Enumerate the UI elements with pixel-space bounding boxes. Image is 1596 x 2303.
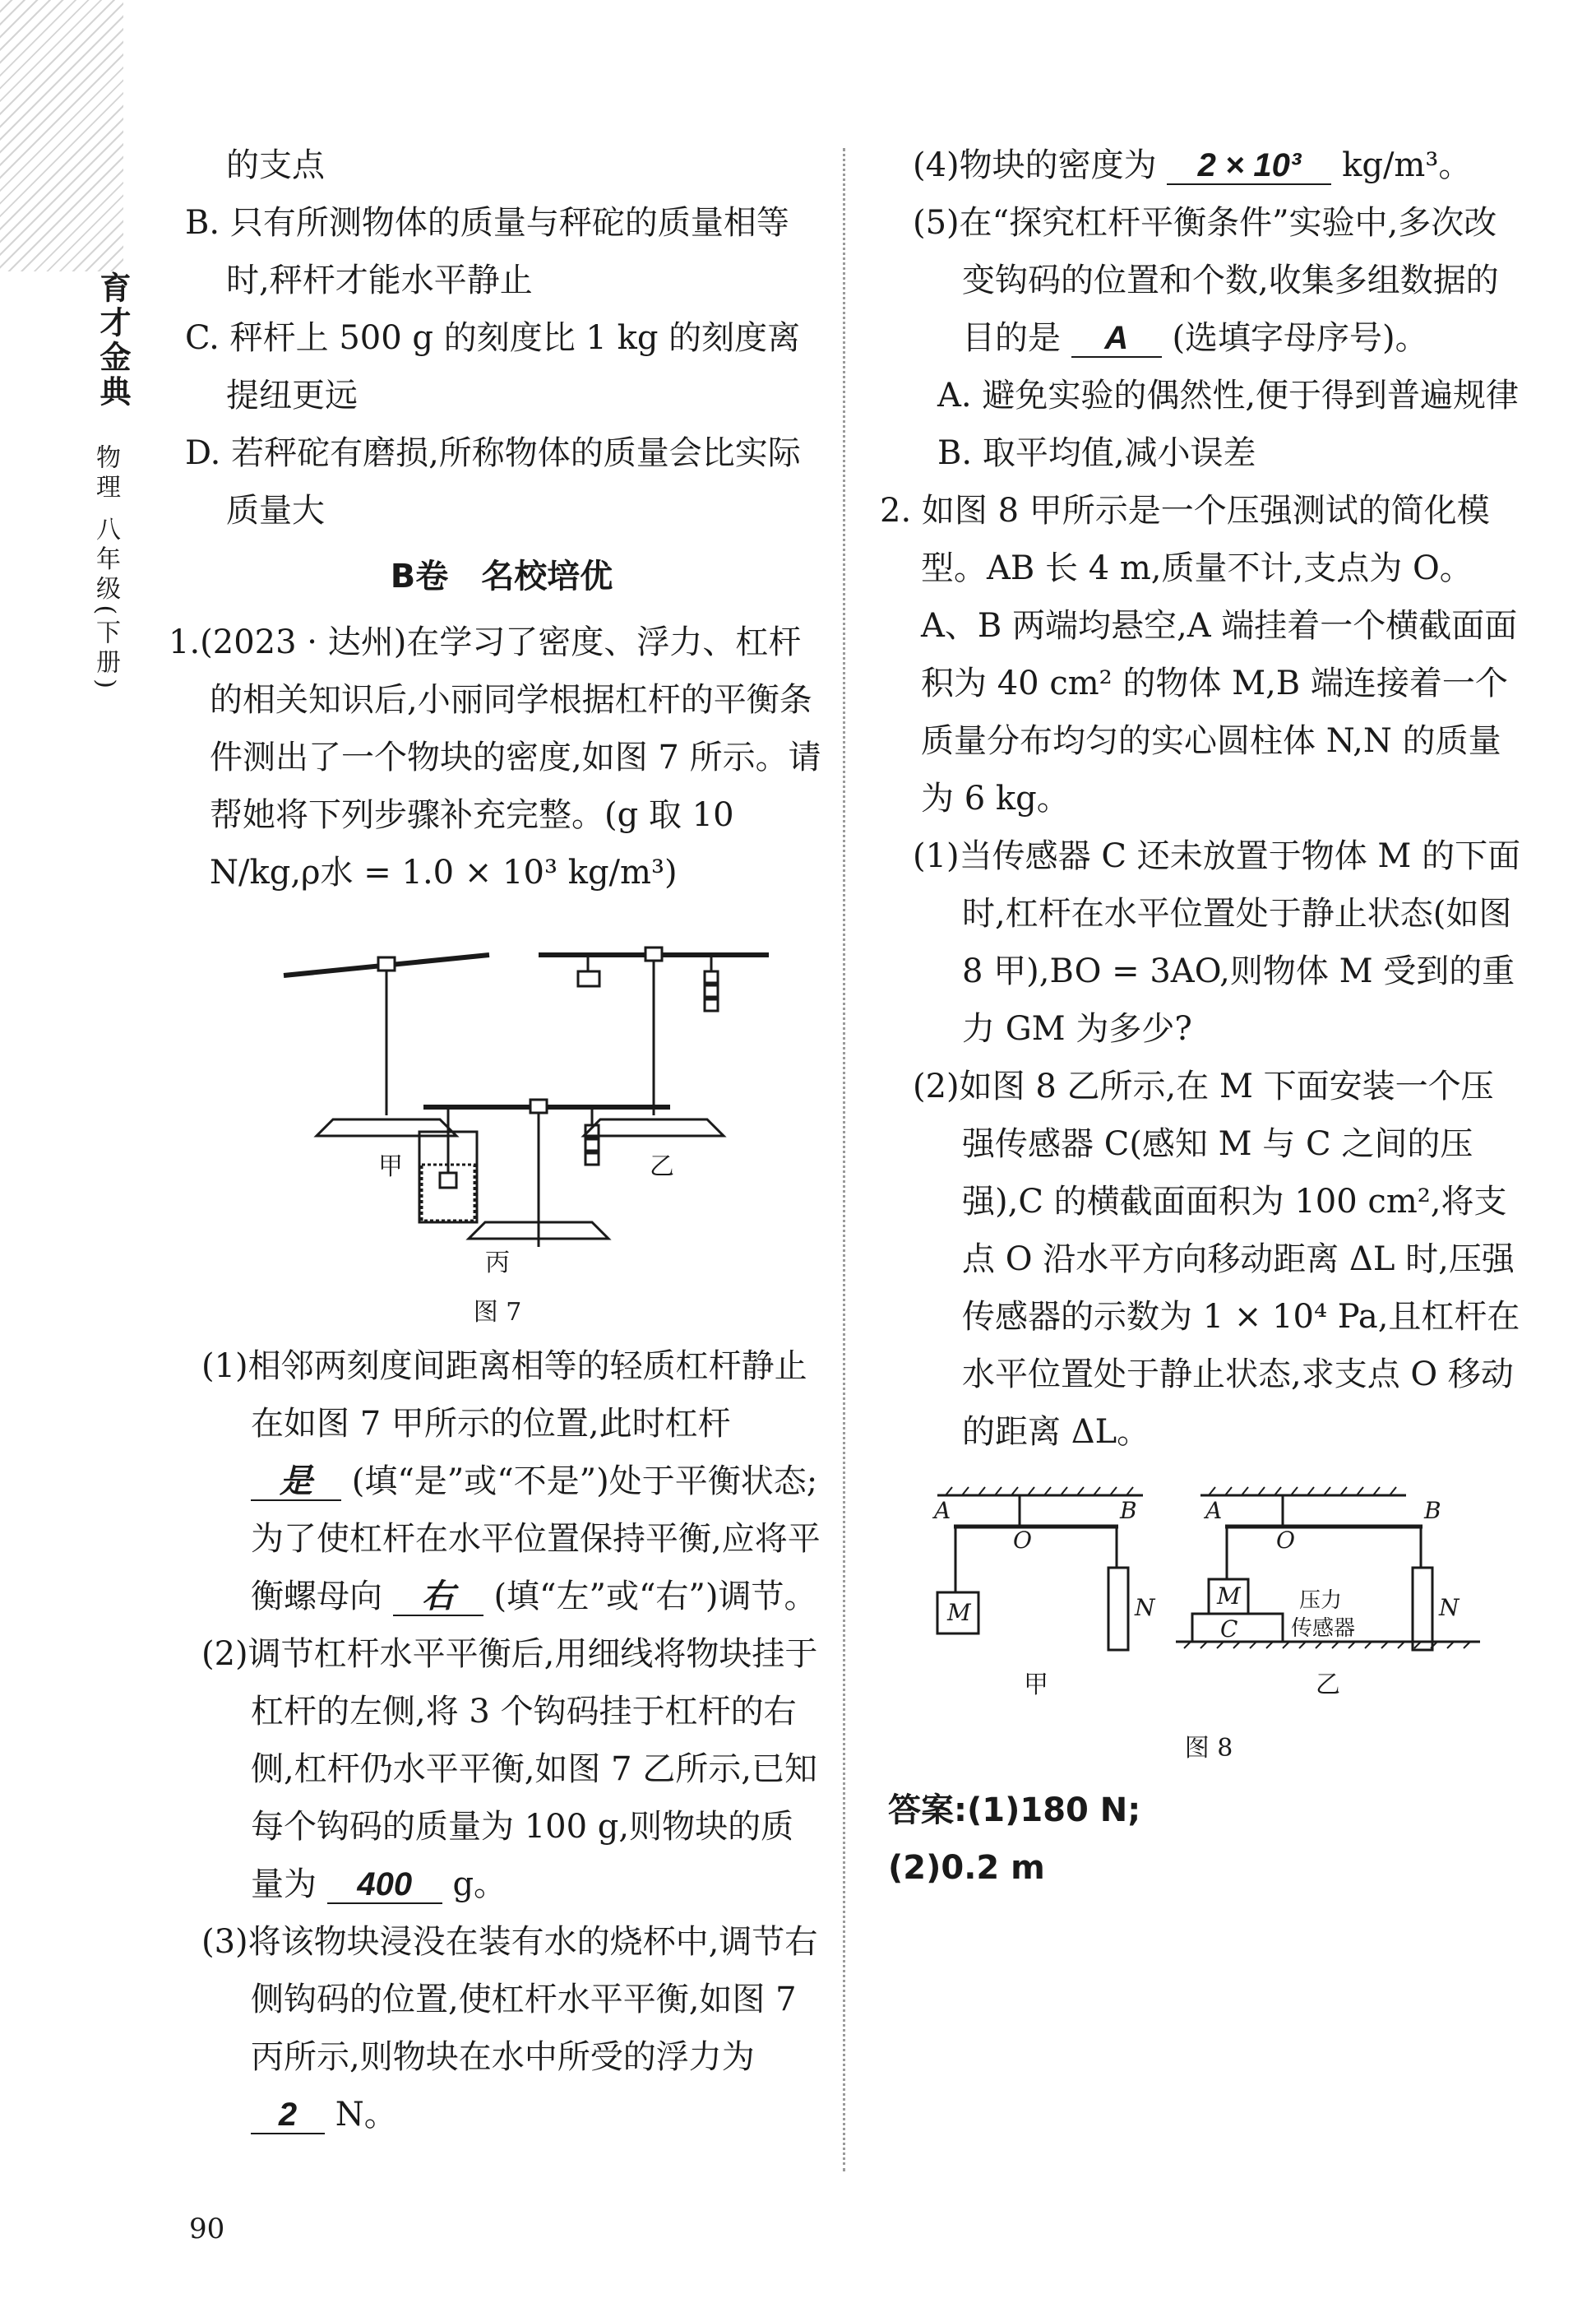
q1-sub1-text-pre: (1)相邻两刻度间距离相等的轻质杠杆静止在如图 7 甲所示的位置,此时杠杆 [201,1347,807,1443]
fig8b-pt-b: B [1424,1497,1441,1524]
q1-sub4-answer: 2 × 10³ [1167,147,1331,185]
right-column [880,137,1521,1897]
q1-sub3-text-pre: (3)将该物块浸没在装有水的烧杯中,调节右侧钩码的位置,使杠杆水平平衡,如图 7 丙所示,则物块在水中所受的浮力为 [201,1923,818,2076]
option-c: C. 秤杆上 500 g 的刻度比 1 kg 的刻度离提纽更远 [185,319,801,415]
q2-sub1: (1)当传感器 C 还未放置于物体 M 的下面时,杠杆在水平位置处于静止状态(如图 8 甲),BO = 3AO,则物体 M 受到的重力 GM 为多少? [913,837,1521,1048]
q1-sub2 [177,1625,826,1913]
q1-sub5-answer: A [1071,320,1162,358]
fig8b-pt-o: O [1276,1527,1295,1554]
subject-grade: 物理 八年级(下册) [91,444,120,693]
section-b-title: B卷 名校培优 [390,558,613,595]
figure-7 [210,910,826,1337]
fig8b-obj-n: N [1439,1594,1460,1621]
q2-answer-line-1: 答案:(1)180 N; [888,1791,1141,1829]
q1-sub2-text-pre: (2)调节杠杆水平平衡后,用细线将物块挂于杠杆的左侧,将 3 个钩码挂于杠杆的右侧,杠杆仍水平平衡,如图 7 乙所示,已知每个钩码的质量为 100 g,则物块的质量为 [201,1635,818,1903]
q2-sub2: (2)如图 8 乙所示,在 M 下面安装一个压强传感器 C(感知 M 与 C 之间的压强),C 的横截面面积为 100 cm²,将支点 O 沿水平方向移动距离 ΔL 时,压强传感器的示数为 1 × 10⁴ Pa,且杠杆在水平位置处于静止状态,求支点 O 移动的距离 ΔL。 [913,1068,1520,1451]
q1-sub1-text-post: (填“左”或“右”)调节。 [493,1578,817,1615]
fig7-label-b: 乙 [650,1152,674,1181]
q1-sub5-text-post: (选填字母序号)。 [1172,319,1428,357]
q1-sub3 [177,1913,826,2143]
figure-8-drawing [904,1477,1513,1724]
q1-sub1-answer-1: 是 [251,1463,341,1501]
fig8a-pt-o: O [1013,1527,1032,1554]
fig8-label-a: 甲 [1024,1670,1048,1699]
fig8a-pt-a: A [934,1497,951,1524]
fig8-caption: 图 8 [1184,1734,1233,1763]
column-divider [843,148,845,2171]
q1-sub4 [888,137,1521,194]
q1-sub3-text-post: N。 [335,2096,397,2134]
series-title: 育才金典 [95,271,132,410]
q1-sub5-option-a: A. 避免实验的偶然性,便于得到普遍规律 [937,377,1520,415]
margin-hatch [0,0,123,271]
fig8-label-b: 乙 [1316,1670,1340,1699]
q1-sub4-text-pre: (4)物块的密度为 [913,146,1157,184]
q1-sub5-option-b: B. 取平均值,减小误差 [937,434,1256,472]
fig7-label-c: 丙 [485,1249,510,1277]
figure-7-drawing [210,910,785,1255]
q1-sub1-text-mid: (填“是”或“不是”)处于平衡状态;为了使杠杆在水平位置保持平衡,应将平衡螺母向 [251,1462,821,1615]
q1-stem: 1.(2023 · 达州)在学习了密度、浮力、杠杆的相关知识后,小丽同学根据杠杆的平衡条件测出了一个物块的密度,如图 7 所示。请帮她将下列步骤补充完整。(g 取 10 N/kg,ρ水 = 1.0 × 10³ kg/m³) [169,623,821,892]
fig7-caption: 图 7 [473,1298,522,1327]
figure-8 [904,1477,1521,1773]
q1-sub4-text-post: kg/m³。 [1342,146,1472,184]
fig7-label-a: 甲 [378,1152,403,1181]
option-b: B. 只有所测物体的质量与秤砣的质量相等时,秤杆才能水平静止 [185,204,789,299]
fig8b-sensor-label-1: 压力 [1299,1588,1343,1613]
fig8a-obj-m: M [947,1599,971,1626]
q2-answer-line-2: (2)0.2 m [888,1849,1045,1887]
page-number: 90 [189,2213,225,2245]
fig8b-pt-a: A [1205,1497,1223,1524]
q1-sub2-answer: 400 [327,1866,442,1904]
option-d: D. 若秤砣有磨损,所称物体的质量会比实际质量大 [185,434,801,530]
q1-sub5 [888,194,1521,367]
q1-sub5-text-pre: (5)在“探究杠杆平衡条件”实验中,多次改变钩码的位置和个数,收集多组数据的目的是 [913,204,1499,357]
q2-stem: 2. 如图 8 甲所示是一个压强测试的简化模型。AB 长 4 m,质量不计,支点为 O。A、B 两端均悬空,A 端挂着一个横截面面积为 40 cm² 的物体 M,B 端连接着一个质量分布均匀的实心圆柱体 N,N 的质量为 6 kg。 [880,492,1518,818]
q1-sub1-answer-2: 右 [393,1578,483,1616]
fig8b-sensor-label-2: 传感器 [1291,1616,1356,1641]
fig8b-obj-c: C [1220,1615,1238,1643]
prev-option-tail: 的支点 [226,146,325,184]
q1-sub3-answer: 2 [251,2097,325,2134]
fig8a-obj-n: N [1135,1594,1155,1621]
left-column [169,137,826,2143]
fig8a-pt-b: B [1120,1497,1137,1524]
fig8b-obj-m: M [1217,1582,1241,1610]
q1-sub2-text-post: g。 [452,1865,507,1903]
q1-sub1 [177,1337,826,1625]
